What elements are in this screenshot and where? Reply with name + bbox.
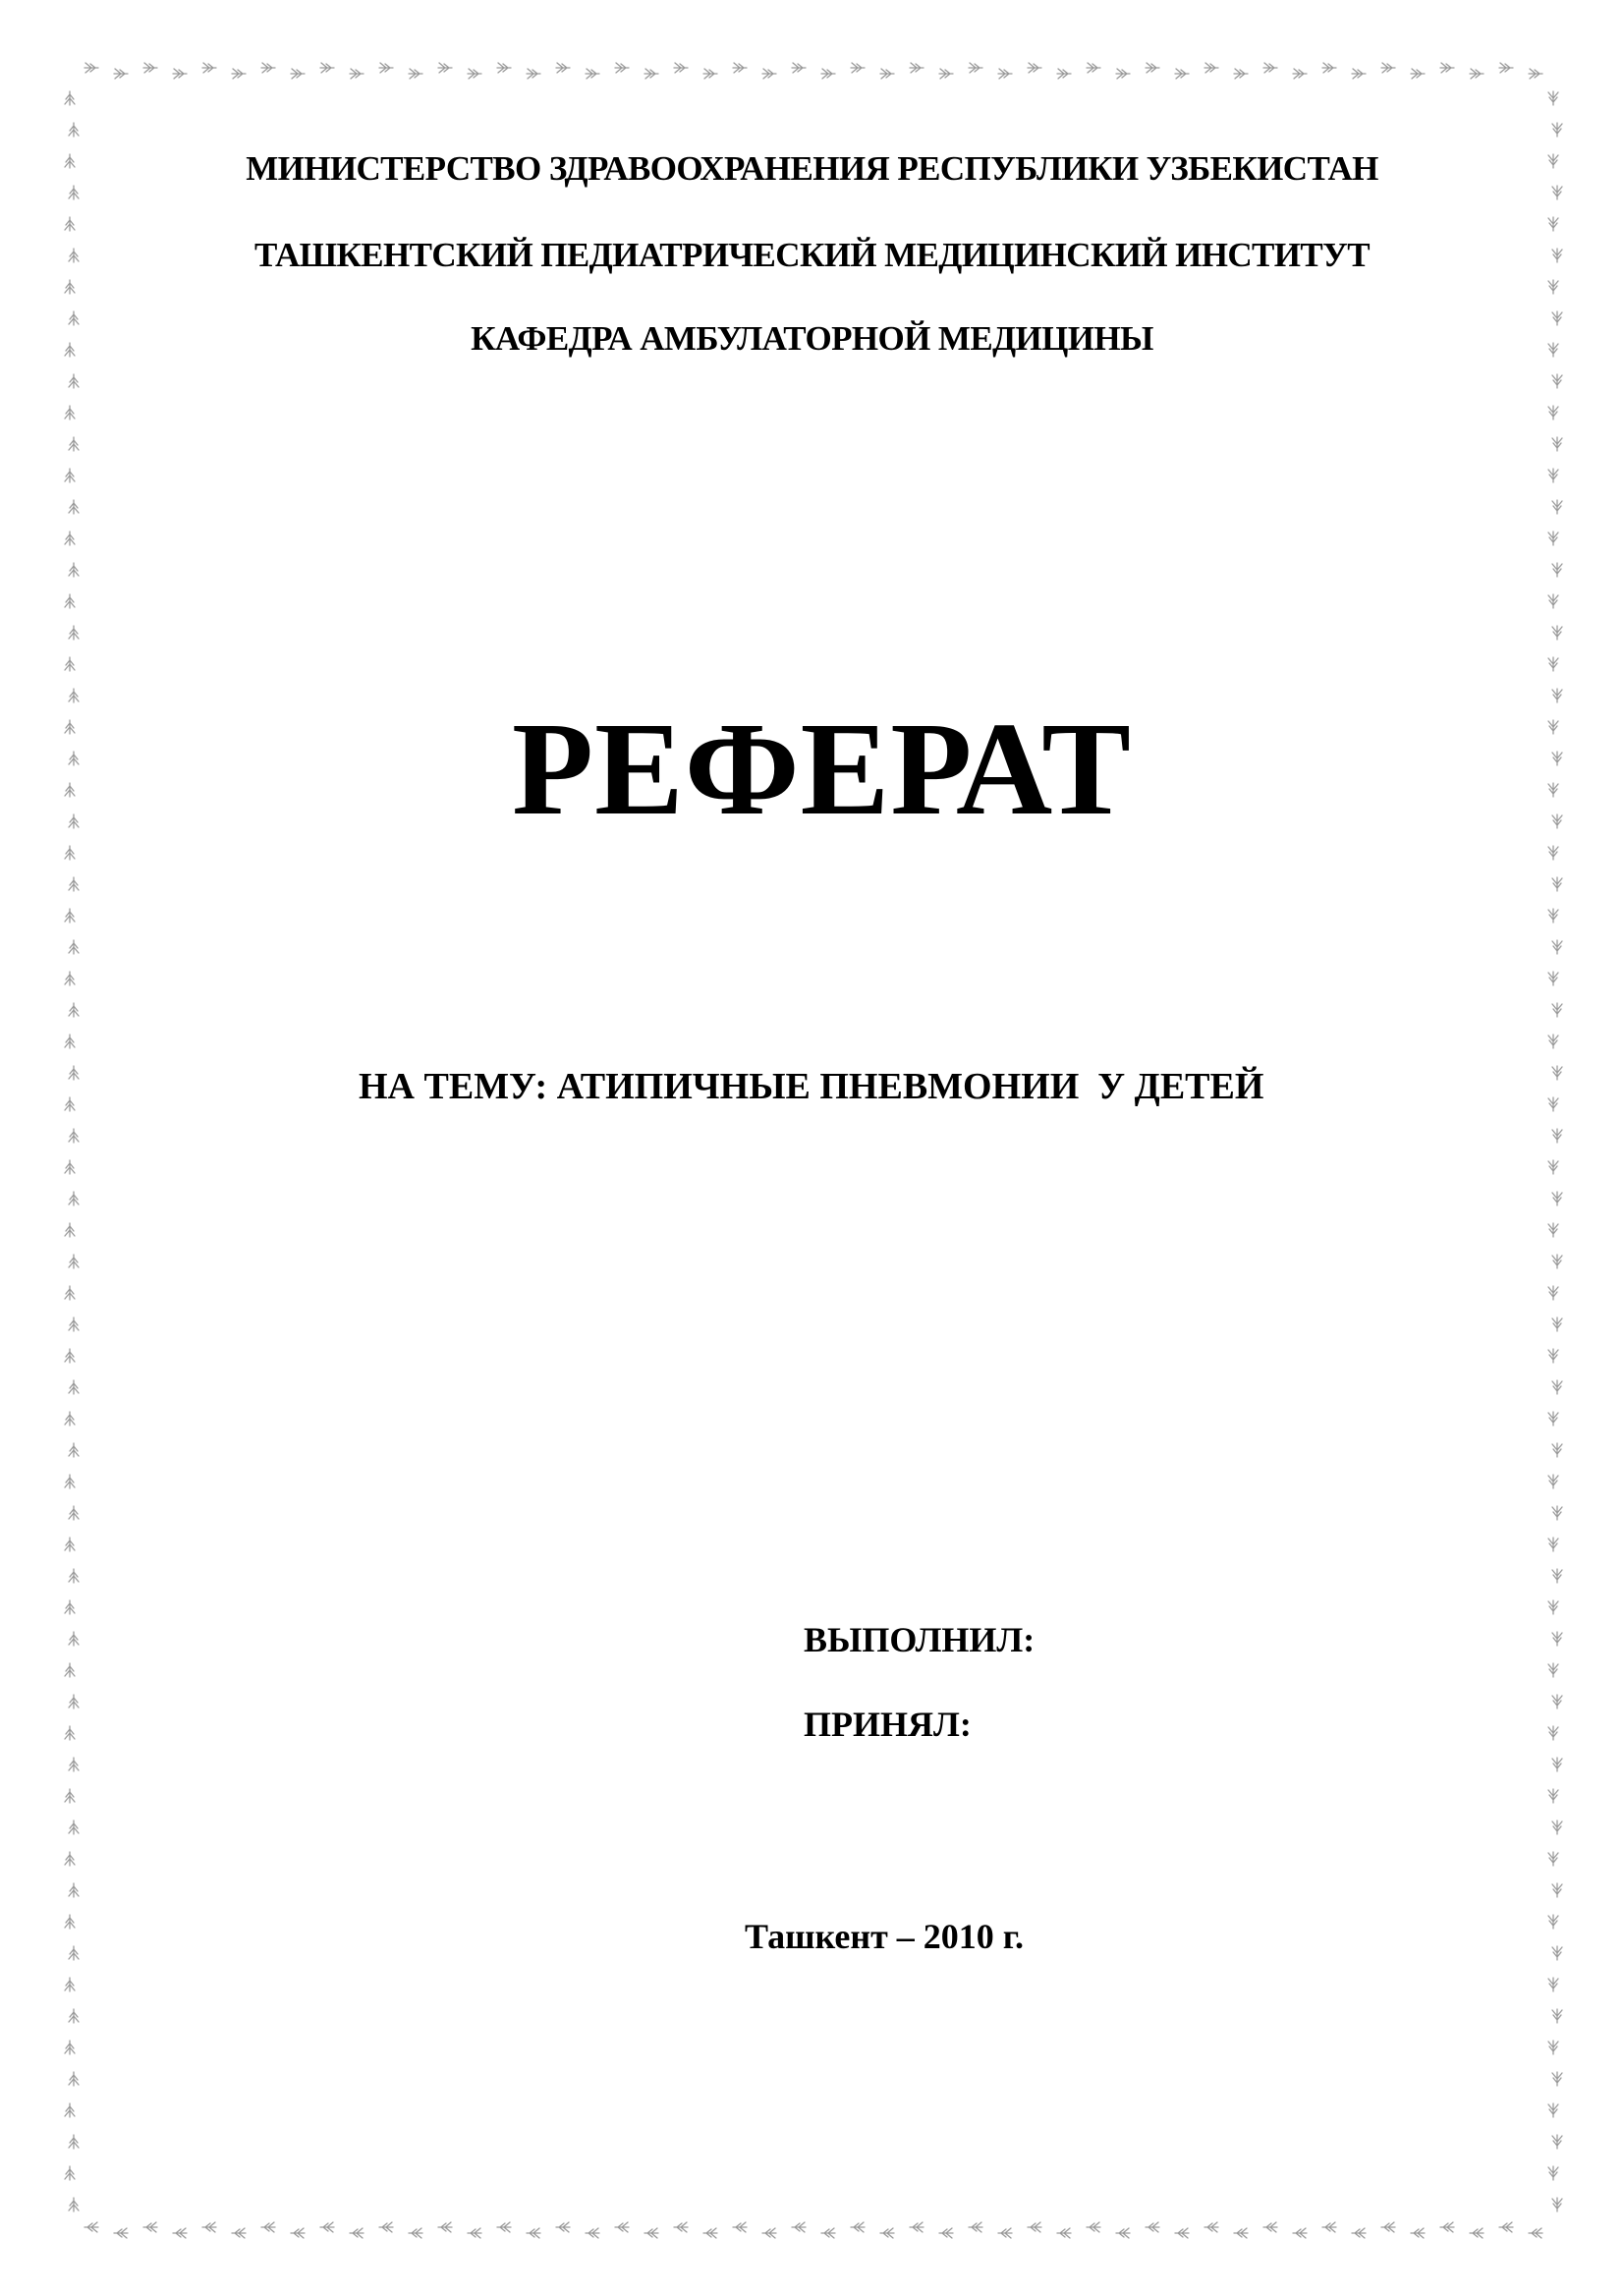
border-bottom-track (232, 2228, 246, 2238)
border-left-track (69, 1003, 79, 1017)
border-left-track (69, 1129, 79, 1143)
border-right-track (1548, 2166, 1558, 2180)
border-left-track (69, 1380, 79, 1394)
border-top-track (1499, 63, 1513, 73)
border-bottom-track (1234, 2228, 1248, 2238)
border-left-track (69, 2135, 79, 2149)
border-right-track (1552, 1695, 1562, 1708)
border-bottom-track (320, 2222, 334, 2232)
border-right-track (1552, 2135, 1562, 2149)
border-right-track (1548, 1726, 1558, 1740)
border-right-track (1552, 1506, 1562, 1520)
border-bottom-track (438, 2222, 452, 2232)
border-bottom-track (615, 2222, 629, 2232)
border-bottom-track (1057, 2228, 1071, 2238)
border-right-track (1548, 1349, 1558, 1363)
border-left-track (65, 406, 75, 420)
border-left-track (69, 1632, 79, 1646)
completed-by-label: ВЫПОЛНИЛ: (804, 1620, 1036, 1659)
border-bottom-track (84, 2222, 98, 2232)
border-left-track (69, 2072, 79, 2086)
border-left-track (65, 280, 75, 294)
document-type-title: РЕФЕРАТ (512, 696, 1132, 843)
border-right-track (1552, 2198, 1562, 2212)
border-bottom-track (733, 2222, 747, 2232)
border-top-track (586, 69, 599, 79)
border-right-track (1552, 563, 1562, 577)
border-top-track (202, 63, 216, 73)
border-bottom-track (939, 2228, 953, 2238)
border-top-track (1057, 69, 1071, 79)
border-right-track (1552, 1380, 1562, 1394)
border-left-track (65, 217, 75, 231)
border-left-track (65, 1160, 75, 1174)
border-top-track (1028, 63, 1041, 73)
border-top-track (232, 69, 246, 79)
border-left-track (65, 1663, 75, 1677)
border-top-track (821, 69, 835, 79)
border-left-track (65, 1978, 75, 1991)
border-left-track (65, 909, 75, 923)
border-top-track (998, 69, 1012, 79)
border-bottom-track (792, 2222, 806, 2232)
border-right-track (1552, 500, 1562, 514)
border-right-track (1548, 469, 1558, 482)
border-bottom-track (202, 2222, 216, 2232)
border-bottom-track (1087, 2222, 1100, 2232)
border-bottom-track (468, 2228, 481, 2238)
border-left-track (65, 1600, 75, 1614)
border-bottom-track (1204, 2222, 1218, 2232)
border-right-track (1548, 1663, 1558, 1677)
border-left-track (65, 594, 75, 608)
border-right-track (1552, 2072, 1562, 2086)
border-bottom-track (1381, 2222, 1395, 2232)
border-bottom-track (644, 2228, 658, 2238)
border-right-track (1552, 1317, 1562, 1331)
border-right-track (1552, 1129, 1562, 1143)
border-top-track (114, 69, 128, 79)
border-left-ornament (65, 91, 79, 2212)
place-and-date: Ташкент – 2010 г. (745, 1917, 1025, 1956)
border-bottom-track (1116, 2228, 1130, 2238)
border-top-track (1234, 69, 1248, 79)
border-left-track (65, 91, 75, 105)
border-bottom-track (1440, 2222, 1454, 2232)
border-left-track (65, 1726, 75, 1740)
border-bottom-track (1352, 2228, 1366, 2238)
border-left-track (69, 1569, 79, 1583)
border-bottom-track (674, 2222, 688, 2232)
border-top-track (291, 69, 305, 79)
border-top-track (409, 69, 422, 79)
border-left-track (69, 123, 79, 137)
border-right-track (1552, 626, 1562, 640)
border-top-ornament (84, 63, 1542, 79)
border-right-track (1548, 2041, 1558, 2054)
department-heading: КАФЕДРА АМБУЛАТОРНОЙ МЕДИЦИНЫ (471, 319, 1153, 358)
border-left-track (69, 1695, 79, 1708)
border-right-track (1548, 657, 1558, 671)
border-right-track (1548, 1412, 1558, 1426)
border-right-track (1548, 1978, 1558, 1991)
border-right-track (1552, 1883, 1562, 1897)
border-top-track (320, 63, 334, 73)
border-right-track (1552, 2009, 1562, 2023)
border-top-track (497, 63, 511, 73)
border-left-track (69, 940, 79, 954)
border-right-track (1548, 1789, 1558, 1803)
border-left-track (69, 1066, 79, 1080)
border-right-track (1552, 1003, 1562, 1017)
border-right-track (1548, 1600, 1558, 1614)
border-right-ornament (1548, 91, 1562, 2212)
border-right-track (1548, 1035, 1558, 1048)
border-left-track (65, 846, 75, 860)
border-bottom-track (969, 2222, 982, 2232)
border-right-track (1552, 437, 1562, 451)
border-top-track (1411, 69, 1425, 79)
border-top-track (84, 63, 98, 73)
border-top-track (1175, 69, 1189, 79)
ministry-heading: МИНИСТЕРСТВО ЗДРАВООХРАНЕНИЯ РЕСПУБЛИКИ УЗБЕКИСТАН (246, 149, 1378, 188)
border-bottom-track (527, 2228, 540, 2238)
border-bottom-track (1322, 2222, 1336, 2232)
border-top-track (1087, 63, 1100, 73)
border-bottom-track (1175, 2228, 1189, 2238)
border-left-track (65, 1035, 75, 1048)
border-left-track (69, 1317, 79, 1331)
border-bottom-track (821, 2228, 835, 2238)
border-left-track (65, 532, 75, 545)
border-left-track (65, 469, 75, 482)
border-bottom-track (880, 2228, 894, 2238)
border-right-track (1548, 594, 1558, 608)
border-left-track (69, 1758, 79, 1771)
accepted-by-label: ПРИНЯЛ: (804, 1705, 972, 1744)
border-top-track (173, 69, 187, 79)
border-top-track (350, 69, 364, 79)
border-top-track (1529, 69, 1542, 79)
border-right-track (1548, 1852, 1558, 1866)
border-top-track (1322, 63, 1336, 73)
border-right-track (1548, 1915, 1558, 1929)
border-left-track (65, 1097, 75, 1111)
border-top-track (762, 69, 776, 79)
border-right-track (1552, 1192, 1562, 1205)
border-bottom-track (762, 2228, 776, 2238)
border-bottom-track (1293, 2228, 1307, 2238)
border-bottom-track (1499, 2222, 1513, 2232)
border-right-track (1552, 1632, 1562, 1646)
border-top-track (527, 69, 540, 79)
border-top-track (143, 63, 157, 73)
border-right-track (1548, 91, 1558, 105)
border-left-track (69, 877, 79, 891)
border-left-track (65, 2166, 75, 2180)
border-bottom-track (998, 2228, 1012, 2238)
border-right-track (1552, 1946, 1562, 1960)
border-bottom-track (350, 2228, 364, 2238)
border-right-track (1548, 1475, 1558, 1488)
border-left-track (65, 1412, 75, 1426)
border-bottom-track (1146, 2222, 1159, 2232)
border-top-track (438, 63, 452, 73)
border-left-track (69, 626, 79, 640)
border-top-track (644, 69, 658, 79)
border-top-track (556, 63, 570, 73)
border-bottom-track (1263, 2222, 1277, 2232)
border-top-track (1204, 63, 1218, 73)
border-top-track (1352, 69, 1366, 79)
border-top-track (1263, 63, 1277, 73)
border-left-track (69, 1192, 79, 1205)
border-right-track (1552, 940, 1562, 954)
border-left-track (69, 2009, 79, 2023)
border-left-track (65, 972, 75, 985)
border-bottom-track (1028, 2222, 1041, 2232)
border-right-track (1548, 280, 1558, 294)
border-right-track (1552, 877, 1562, 891)
border-top-track (733, 63, 747, 73)
border-right-track (1552, 1820, 1562, 1834)
border-left-track (69, 1946, 79, 1960)
border-left-track (69, 374, 79, 388)
border-right-track (1552, 1255, 1562, 1268)
border-top-track (851, 63, 865, 73)
border-top-track (1470, 69, 1484, 79)
border-right-track (1548, 846, 1558, 860)
border-top-track (261, 63, 275, 73)
border-top-track (468, 69, 481, 79)
border-left-track (65, 2041, 75, 2054)
border-bottom-track (173, 2228, 187, 2238)
border-right-track (1548, 1223, 1558, 1237)
border-right-track (1548, 2103, 1558, 2117)
border-top-track (939, 69, 953, 79)
border-left-track (65, 1538, 75, 1551)
border-top-track (615, 63, 629, 73)
border-right-track (1552, 1066, 1562, 1080)
border-right-track (1548, 909, 1558, 923)
border-bottom-track (291, 2228, 305, 2238)
border-bottom-track (1470, 2228, 1484, 2238)
institute-heading: ТАШКЕНТСКИЙ ПЕДИАТРИЧЕСКИЙ МЕДИЦИНСКИЙ ИНСТИТУТ (253, 236, 1371, 274)
border-right-track (1548, 1538, 1558, 1551)
border-top-track (379, 63, 393, 73)
border-left-track (65, 1286, 75, 1300)
border-left-track (69, 2198, 79, 2212)
border-bottom-track (114, 2228, 128, 2238)
border-bottom-track (586, 2228, 599, 2238)
border-top-track (969, 63, 982, 73)
border-left-track (69, 1255, 79, 1268)
border-right-track (1548, 1160, 1558, 1174)
border-left-track (69, 437, 79, 451)
border-bottom-track (497, 2222, 511, 2232)
border-left-track (65, 2103, 75, 2117)
border-bottom-track (409, 2228, 422, 2238)
border-top-track (792, 63, 806, 73)
border-left-track (65, 1789, 75, 1803)
border-left-track (69, 563, 79, 577)
border-right-track (1548, 972, 1558, 985)
border-bottom-track (910, 2222, 924, 2232)
border-bottom-track (1529, 2228, 1542, 2238)
border-left-track (69, 1883, 79, 1897)
border-right-track (1552, 1758, 1562, 1771)
border-right-track (1552, 1443, 1562, 1457)
border-left-track (65, 657, 75, 671)
border-top-track (880, 69, 894, 79)
border-right-track (1548, 1097, 1558, 1111)
border-left-track (65, 1223, 75, 1237)
border-bottom-track (1411, 2228, 1425, 2238)
border-bottom-track (703, 2228, 717, 2238)
border-left-track (69, 500, 79, 514)
border-left-track (65, 1349, 75, 1363)
border-bottom-track (851, 2222, 865, 2232)
border-top-track (674, 63, 688, 73)
border-bottom-track (261, 2222, 275, 2232)
border-left-track (69, 1820, 79, 1834)
border-left-track (65, 1852, 75, 1866)
border-top-track (1293, 69, 1307, 79)
border-right-track (1548, 1286, 1558, 1300)
border-top-track (1146, 63, 1159, 73)
border-right-track (1552, 123, 1562, 137)
border-left-track (69, 1506, 79, 1520)
border-bottom-track (556, 2222, 570, 2232)
border-top-track (910, 63, 924, 73)
border-top-track (1381, 63, 1395, 73)
border-right-track (1548, 217, 1558, 231)
border-right-track (1548, 532, 1558, 545)
border-left-track (65, 1915, 75, 1929)
border-top-track (703, 69, 717, 79)
border-bottom-ornament (84, 2222, 1542, 2238)
border-top-track (1440, 63, 1454, 73)
document-topic: НА ТЕМУ: АТИПИЧНЫЕ ПНЕВМОНИИ У ДЕТЕЙ (359, 1066, 1264, 1107)
border-left-track (69, 1443, 79, 1457)
border-bottom-track (379, 2222, 393, 2232)
border-left-track (65, 1475, 75, 1488)
border-top-track (1116, 69, 1130, 79)
border-bottom-track (143, 2222, 157, 2232)
border-right-track (1548, 406, 1558, 420)
border-right-track (1552, 1569, 1562, 1583)
border-right-track (1552, 374, 1562, 388)
